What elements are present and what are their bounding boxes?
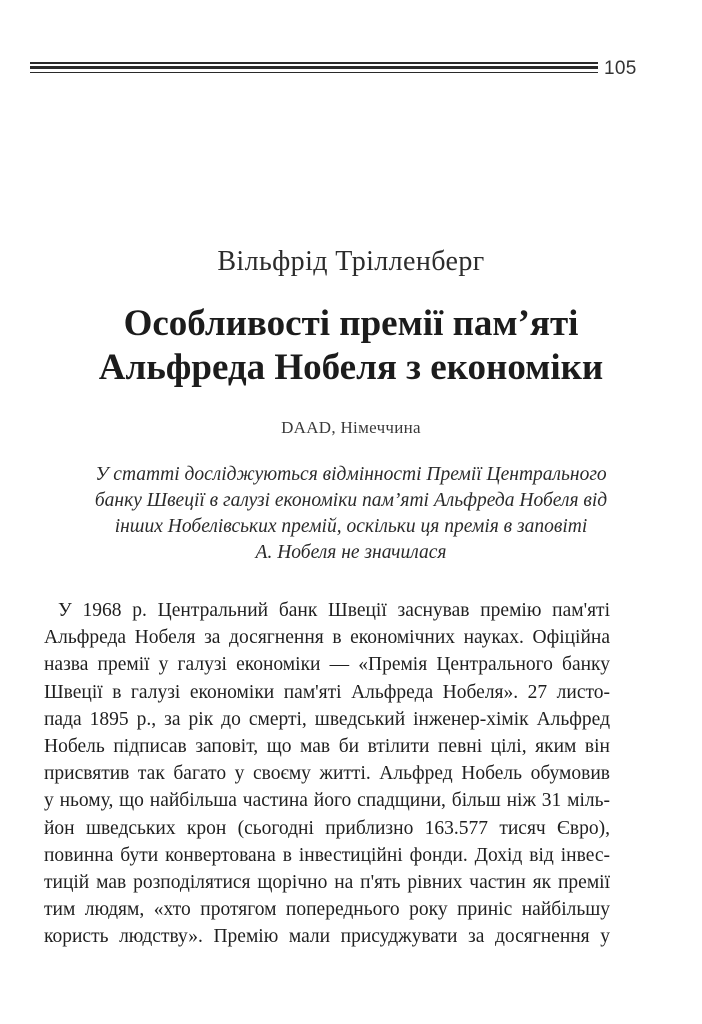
body-line: у ньому, що найбільша частина його спадщини, більш ніж 31 міль-: [44, 790, 610, 812]
header-rule-line-thin-top: [30, 62, 598, 64]
body-text: [44, 597, 610, 950]
body-line: тим людям, «хто протягом попереднього року приніс найбільшу: [44, 899, 610, 921]
body-line: йон шведських крон (сьогодні приблизно 163.577 тисяч Євро),: [44, 817, 610, 839]
body-line: Нобель підписав заповіт, що мав би втілити певні цілі, яким він: [44, 735, 610, 757]
author-name: Вільфрід Трілленберг: [217, 246, 485, 277]
body-line: тицій мав розподілятися щорічно на п'ять рівних частин як премії: [44, 871, 610, 893]
affiliation: DAAD, Німеччина: [281, 418, 421, 437]
body-line: У 1968 р. Центральний банк Швеції заснував премію пам'яті: [58, 600, 610, 621]
abstract-line: інших Нобелівських премій, оскільки ця премія в заповіті: [114, 516, 588, 537]
body-line: пада 1895 р., за рік до смерті, шведський інженер-хімік Альфред: [44, 708, 610, 730]
title-line: Альфреда Нобеля з економіки: [98, 347, 604, 388]
body-line: повинна бути конвертована в інвестиційні фонди. Дохід від інвес-: [44, 844, 610, 866]
body-line: присвятив так багато у своєму житті. Альфред Нобель обумовив: [44, 763, 610, 785]
abstract-line: У статті досліджуються відмінності Премії Центрального: [95, 464, 607, 485]
body-line: Альфреда Нобеля за досягнення в економічних науках. Офіційна: [44, 627, 610, 649]
header-rule-line-thin-bottom: [30, 72, 598, 74]
body-line: Швеції в галузі економіки пам'яті Альфреда Нобеля». 27 листо-: [44, 681, 610, 703]
header-rule: [30, 60, 598, 74]
article-title: [40, 302, 662, 390]
abstract-line: банку Швеції в галузі економіки пам’яті Альфреда Нобеля від: [94, 490, 608, 511]
page-number: 105: [604, 58, 637, 79]
body-line: назва премії у галузі економіки — «Премія Центрального банку: [44, 654, 610, 676]
abstract: [90, 462, 612, 566]
header-rule-line-thick: [30, 66, 598, 69]
title-line: Особливості премії пам’яті: [123, 303, 579, 344]
abstract-line: А. Нобеля не значилася: [255, 542, 447, 563]
body-line: користь людству». Премію мали присуджувати за досягнення у: [44, 926, 610, 948]
